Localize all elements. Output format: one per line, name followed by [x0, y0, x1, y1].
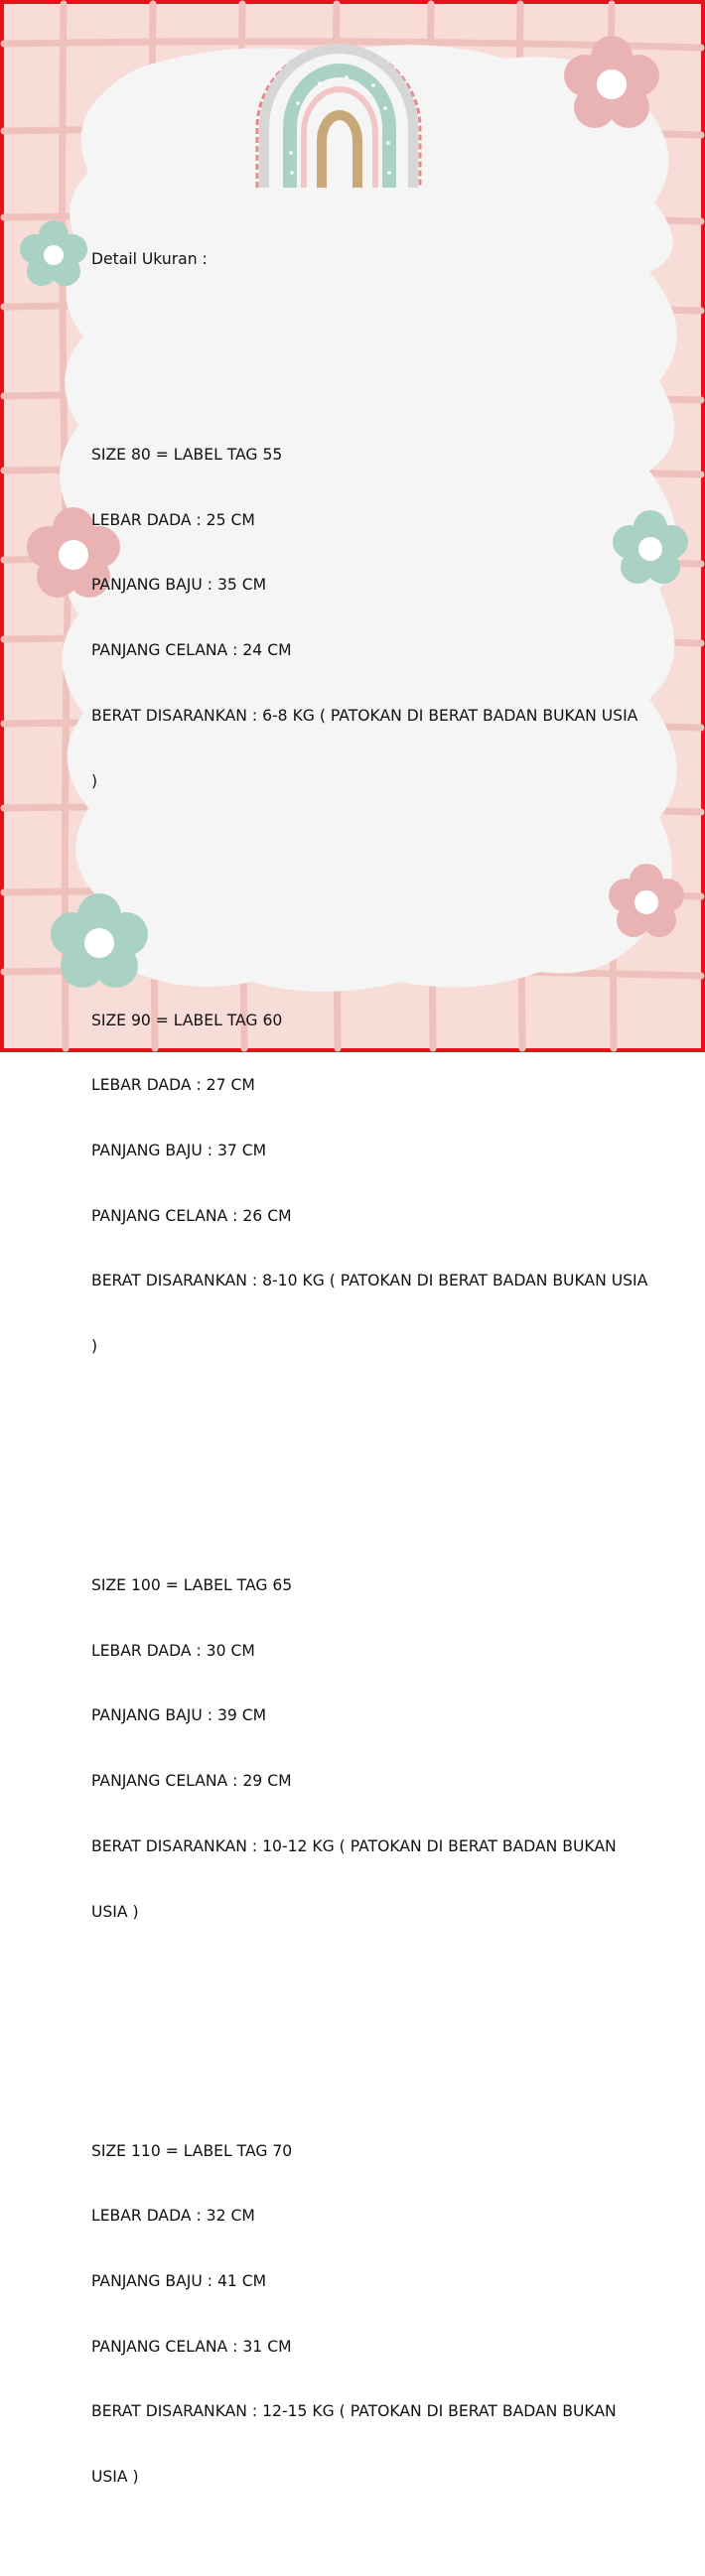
size-title: SIZE 80 = LABEL TAG 55	[91, 445, 283, 464]
berat-disarankan-cont: )	[91, 771, 98, 790]
berat-disarankan-cont: )	[91, 1337, 98, 1356]
size-title: SIZE 100 = LABEL TAG 65	[91, 1576, 293, 1595]
panjang-baju: PANJANG BAJU : 37 CM	[91, 1141, 267, 1159]
size-title: SIZE 110 = LABEL TAG 70	[91, 2141, 293, 2160]
panjang-celana: PANJANG CELANA : 26 CM	[91, 1206, 292, 1225]
panjang-baju: PANJANG BAJU : 35 CM	[91, 576, 267, 595]
lebar-dada: LEBAR DADA : 27 CM	[91, 1076, 255, 1095]
lebar-dada: LEBAR DADA : 32 CM	[91, 2207, 255, 2226]
panjang-baju: PANJANG BAJU : 39 CM	[91, 1706, 267, 1725]
size-title: SIZE 90 = LABEL TAG 60	[91, 1011, 283, 1029]
berat-disarankan: BERAT DISARANKAN : 6-8 KG ( PATOKAN DI BERAT BADAN BUKAN USIA	[91, 706, 638, 725]
spacer	[91, 315, 687, 337]
size-block	[91, 967, 687, 1402]
panjang-celana: PANJANG CELANA : 24 CM	[91, 641, 292, 660]
berat-disarankan: BERAT DISARANKAN : 8-10 KG ( PATOKAN DI BERAT BADAN BUKAN USIA	[91, 1272, 648, 1290]
berat-disarankan-cont: USIA )	[91, 1902, 139, 1921]
panjang-celana: PANJANG CELANA : 29 CM	[91, 1772, 292, 1791]
heading: Detail Ukuran :	[91, 249, 208, 268]
berat-disarankan: BERAT DISARANKAN : 12-15 KG ( PATOKAN DI BERAT BADAN BUKAN	[91, 2402, 617, 2421]
size-details	[91, 205, 687, 2576]
berat-disarankan-cont: USIA )	[91, 2468, 139, 2487]
lebar-dada: LEBAR DADA : 25 CM	[91, 510, 255, 529]
panjang-baju: PANJANG BAJU : 41 CM	[91, 2272, 267, 2291]
spacer	[91, 2010, 687, 2032]
size-block	[91, 401, 687, 836]
berat-disarankan: BERAT DISARANKAN : 10-12 KG ( PATOKAN DI BERAT BADAN BUKAN	[91, 1836, 617, 1855]
size-block	[91, 1532, 687, 1966]
size-block	[91, 2098, 687, 2532]
spacer	[91, 1445, 687, 1467]
spacer	[91, 880, 687, 901]
lebar-dada: LEBAR DADA : 30 CM	[91, 1641, 255, 1660]
panjang-celana: PANJANG CELANA : 31 CM	[91, 2337, 292, 2356]
